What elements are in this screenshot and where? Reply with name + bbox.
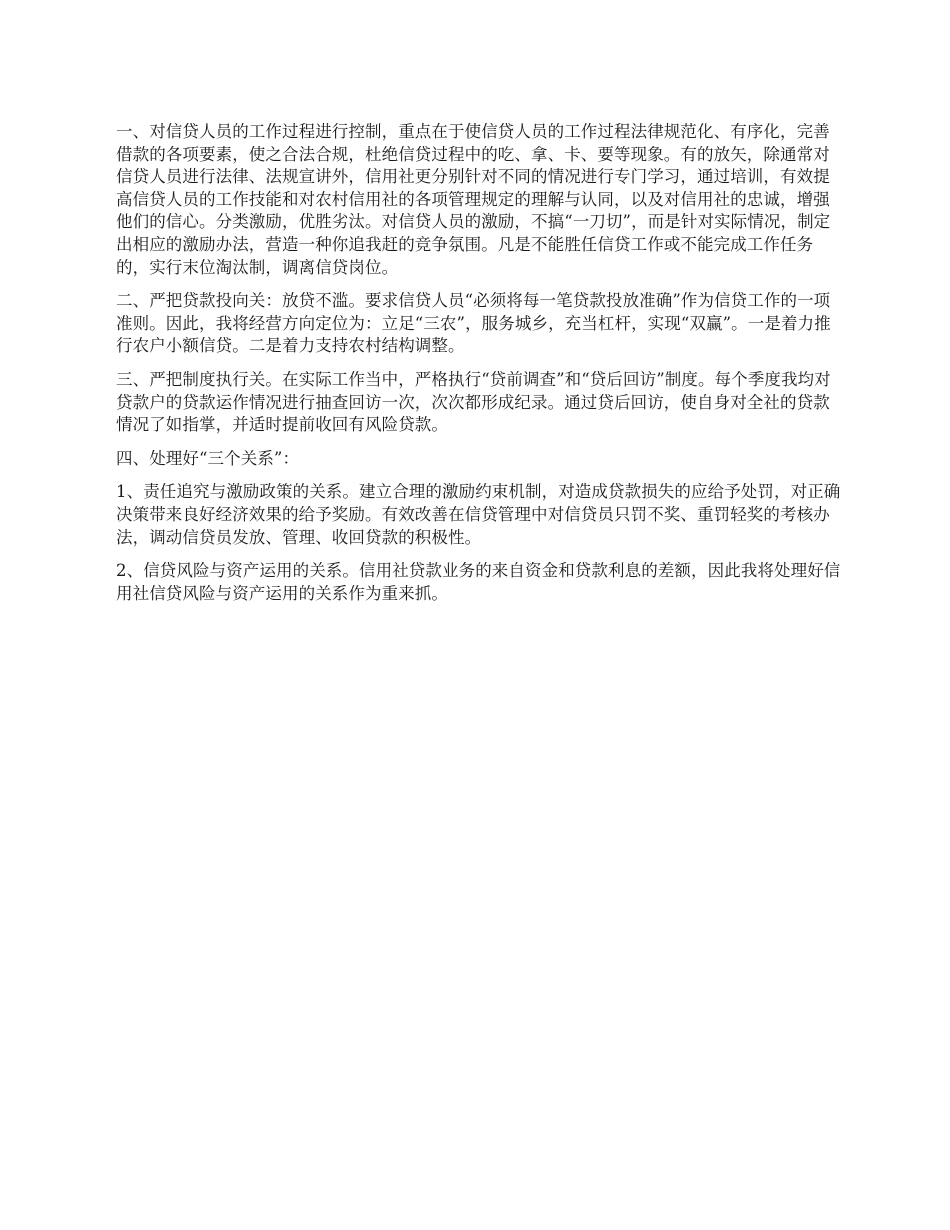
paragraph-loan-direction: 二、严把贷款投向关：放贷不滥。要求信贷人员“必须将每一笔贷款投放准确”作为信贷工作的一项准则。因此，我将经营方向定位为：立足“三农”，服务城乡，充当杠杆，实现“双赢”。一是着力推行农户小额信贷。二是着力支持农村结构调整。: [116, 291, 831, 356]
paragraph-three-relations-heading: 四、处理好“三个关系”：: [116, 448, 300, 468]
paragraph-credit-staff-control: 一、对信贷人员的工作过程进行控制，重点在于使信贷人员的工作过程法律规范化、有序化，完善借款的各项要素，使之合法合规，杜绝信贷过程中的吃、拿、卡、要等现象。有的放矢，除通常对信贷人员进行法律、法规宣讲外，信用社更分别针对不同的情况进行专门学习，通过培训，有效提高信贷人员的工作技能和对农村信用社的各项管理规定的理解与认同，以及对信用社的忠诚，增强他们的信心。分类激励，优胜劣汰。对信贷人员的激励，不搞“一刀切”，而是针对实际情况，制定出相应的激励办法，营造一种你追我赶的竞争氛围。凡是不能胜任信贷工作或不能完成工作任务的，实行末位淘汰制，调离信贷岗位。: [116, 122, 831, 277]
paragraph-accountability-incentive: 1、责任追究与激励政策的关系。建立合理的激励约束机制，对造成贷款损失的应给予处罚，对正确决策带来良好经济效果的给予奖励。有效改善在信贷管理中对信贷员只罚不奖、重罚轻奖的考核办法，调动信贷员发放、管理、收回贷款的积极性。: [116, 482, 841, 547]
paragraph-system-execution: 三、严把制度执行关。在实际工作当中，严格执行“贷前调查”和“贷后回访”制度。每个季度我均对贷款户的贷款运作情况进行抽查回访一次，次次都形成纪录。通过贷后回访，使自身对全社的贷款情况了如指掌，并适时提前收回有风险贷款。: [116, 369, 831, 435]
document-body: [116, 121, 841, 616]
paragraph-risk-asset-use: 2、信贷风险与资产运用的关系。信用社贷款业务的来自资金和贷款利息的差额，因此我将处理好信用社信贷风险与资产运用的关系作为重来抓。: [116, 561, 841, 603]
